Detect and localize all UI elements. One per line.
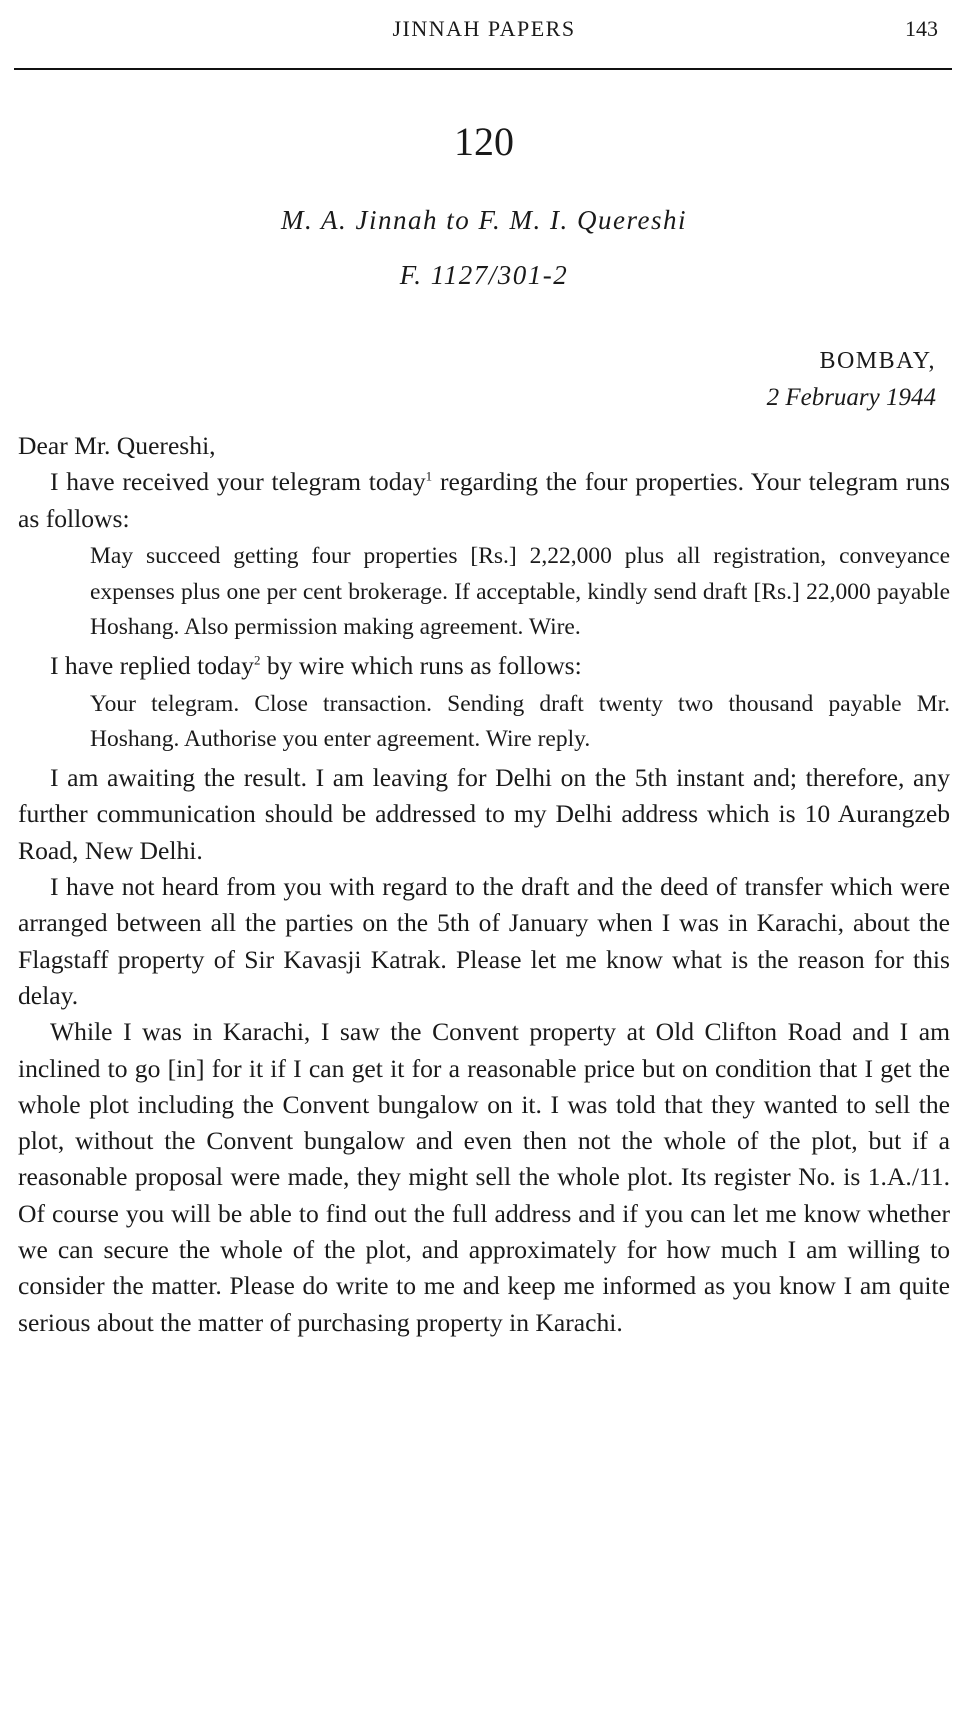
header-rule (14, 68, 952, 70)
telegram-quote-2: Your telegram. Close transaction. Sending draft twenty two thousand payable Mr. Hoshang. Authorise you enter agreement. Wire reply. (90, 690, 950, 753)
salutation: Dear Mr. Quereshi, (18, 431, 216, 460)
footnote-marker-2: 2 (253, 652, 261, 668)
paragraph-1-text-b: regarding the four properties. Your telegram runs as follows: (18, 467, 950, 533)
document-number: 120 (454, 119, 514, 164)
paragraph-1-text-a: I have received your telegram today (50, 467, 426, 497)
running-head (0, 14, 968, 48)
letter-place: BOMBAY, (819, 348, 936, 374)
paragraph-4: I have not heard from you with regard to the draft and the deed of transfer which were arranged between all the parties on the 5th of January when I was in Karachi, about the Flagstaff property of Sir Kavasji Katrak. Please let me know what is the reason for this delay. (18, 872, 950, 1010)
telegram-quote-1: May succeed getting four properties [Rs.] 2,22,000 plus all registration, conveyance expenses plus one per cent brokerage. If acceptable, kindly send draft [Rs.] 22,000 payable Hoshang. Also permission making agreement. Wire. (90, 542, 950, 641)
file-reference: F. 1127/301-2 (399, 260, 569, 290)
paragraph-2 (18, 648, 950, 684)
paragraph-1 (18, 464, 950, 537)
paragraph-2-text-b: by wire which runs as follows: (260, 651, 582, 681)
paragraph-3: I am awaiting the result. I am leaving for Delhi on the 5th instant and; therefore, any further communication should be addressed to my Delhi address which is 10 Aurangzeb Road, New Delhi. (18, 763, 950, 865)
document-title: M. A. Jinnah to F. M. I. Quereshi (281, 205, 687, 235)
paragraph-2-text-a: I have replied today (50, 651, 254, 681)
running-title: JINNAH PAPERS (392, 16, 576, 41)
footnote-marker-1: 1 (425, 468, 433, 484)
page-number: 143 (905, 16, 938, 41)
paragraph-5: While I was in Karachi, I saw the Convent property at Old Clifton Road and I am inclined to go [in] for it if I can get it for a reasonable price but on condition that I get the whole plot including the Convent bungalow on it. I was told that they wanted to sell the plot, without the Convent bungalow and even then not the whole of the plot, but if a reasonable proposal were made, they might sell the whole plot. Its register No. is 1.A./11. Of course you will be able to find out the full address and if you can let me know whether we can secure the whole of the plot, and approximately for how much I am willing to consider the matter. Please do write to me and keep me informed as you know I am quite serious about the matter of purchasing property in Karachi. (18, 1017, 950, 1337)
letter-body (18, 428, 950, 1341)
letter-date: 2 February 1944 (766, 384, 936, 411)
